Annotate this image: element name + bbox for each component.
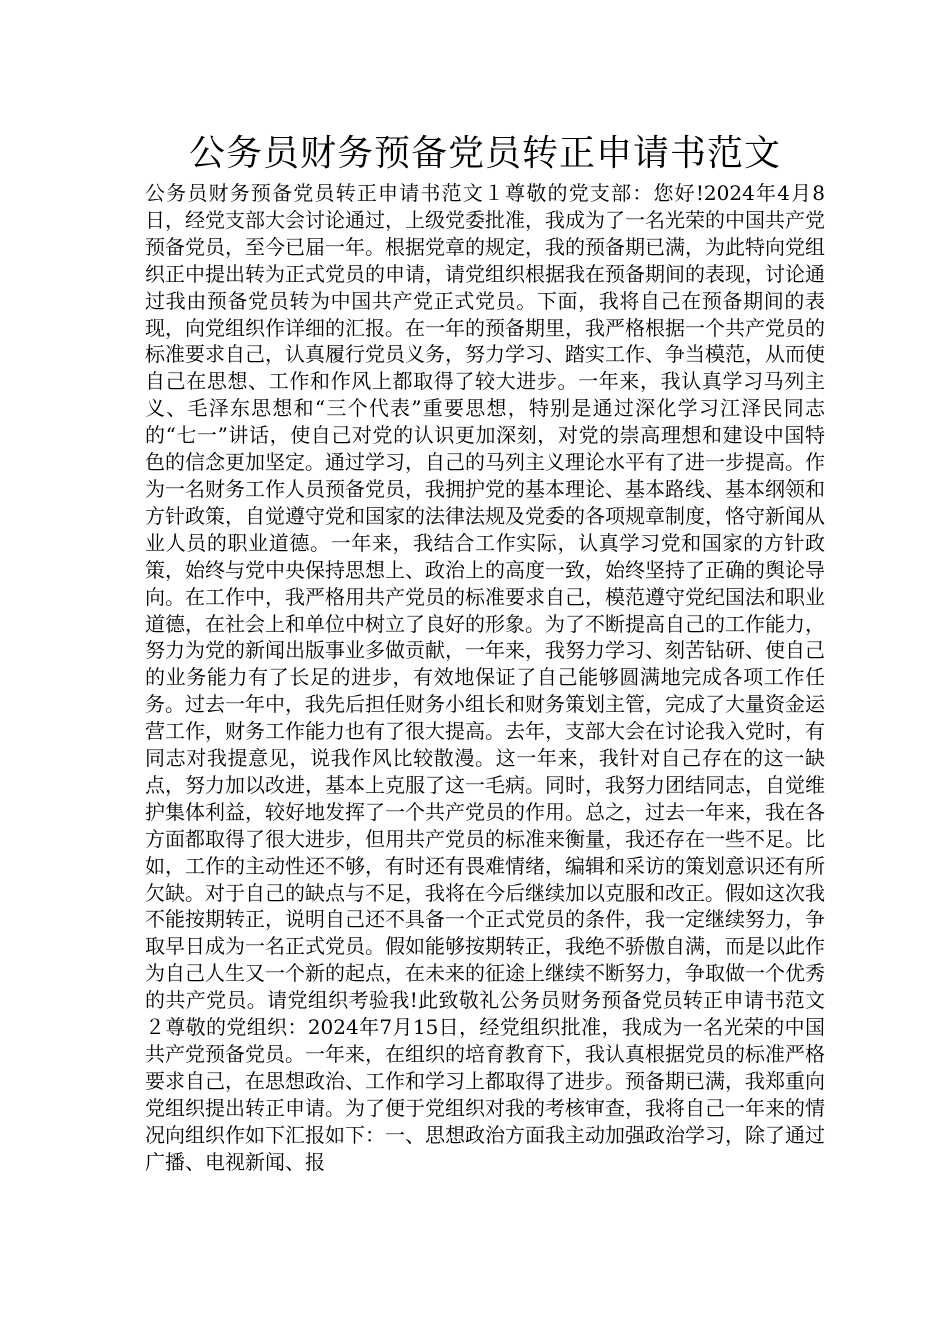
document-page bbox=[145, 130, 825, 1176]
document-title: 公务员财务预备党员转正申请书范文 bbox=[188, 133, 781, 174]
document-body-text: 公务员财务预备党员转正申请书范文１尊敬的党支部：您好!2024年4月8日，经党支部大会讨论通过，上级党委批准，我成为了一名光荣的中国共产党预备党员，至今已届一年。根据党章的规定，我的预备期已满，为此特向党组织正中提出转为正式党员的申请，请党组织根据我在预备期间的表现，讨论通过我由预备党员转为中国共产党正式党员。下面，我将自己在预备期间的表现，向党组织作详细的汇报。在一年的预备期里，我严格根据一个共产党员的标准要求自己，认真履行党员义务，努力学习、踏实工作、争当模范，从而使自己在思想、工作和作风上都取得了较大进步。一年来，我认真学习马列主义、毛泽东思想和“三个代表”重要思想，特别是通过深化学习江泽民同志的“七一”讲话，使自己对党的认识更加深刻，对党的崇高理想和建设中国特色的信念更加坚定。通过学习，自己的马列主义理论水平有了进一步提高。作为一名财务工作人员预备党员，我拥护党的基本理论、基本路线、基本纲领和方针政策，自觉遵守党和国家的法律法规及党委的各项规章制度，恪守新闻从业人员的职业道德。一年来，我结合工作实际，认真学习党和国家的方针政策，始终与党中央保持思想上、政治上的高度一致，始终坚持了正确的舆论导向。在工作中，我严格用共产党员的标准要求自己，模范遵守党纪国法和职业道德，在社会上和单位中树立了良好的形象。为了不断提高自己的工作能力，努力为党的新闻出版事业多做贡献，一年来，我努力学习、刻苦钻研、使自己的业务能力有了长足的进步，有效地保证了自己能够圆满地完成各项工作任务。过去一年中，我先后担任财务小组长和财务策划主管，完成了大量资金运营工作，财务工作能力也有了很大提高。去年，支部大会在讨论我入党时，有同志对我提意见，说我作风比较散漫。这一年来，我针对自己存在的这一缺点，努力加以改进，基本上克服了这一毛病。同时，我努力团结同志，自觉维护集体利益，较好地发挥了一个共产党员的作用。总之，过去一年来，我在各方面都取得了很大进步，但用共产党员的标准来衡量，我还存在一些不足。比如，工作的主动性还不够，有时还有畏难情绪，编辑和采访的策划意识还有所欠缺。对于自己的缺点与不足，我将在今后继续加以克服和改正。假如这次我不能按期转正，说明自己还不具备一个正式党员的条件，我一定继续努力，争取早日成为一名正式党员。假如能够按期转正，我绝不骄傲自满，而是以此作为自己人生又一个新的起点，在未来的征途上继续不断努力，争取做一个优秀的共产党员。请党组织考验我!此致敬礼公务员财务预备党员转正申请书范文２尊敬的党组织：2024年7月15日，经党组织批准，我成为一名光荣的中国共产党预备党员。一年来，在组织的培育教育下，我认真根据党员的标准严格要求自己，在思想政治、工作和学习上都取得了进步。预备期已满，我郑重向党组织提出转正申请。为了便于党组织对我的考核审查，我将自己一年来的情况向组织作如下汇报如下：一、思想政治方面我主动加强政治学习，除了通过广播、电视新闻、报 bbox=[145, 181, 825, 1174]
